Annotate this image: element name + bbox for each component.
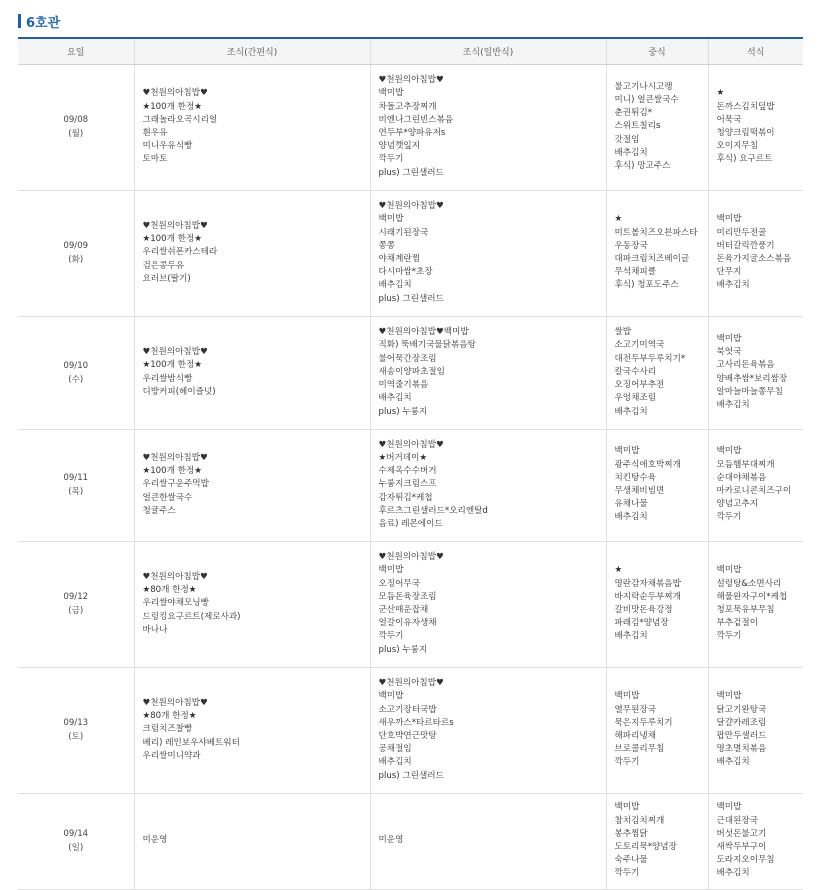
- menu-item: 요러브(딸기): [142, 273, 191, 284]
- menu-item: 대전두부두루치기*: [614, 353, 686, 364]
- menu-item: ♥천원의아침밥♥: [378, 552, 444, 563]
- date-cell: [18, 190, 134, 316]
- section-title: [18, 12, 60, 30]
- menu-item: 우리쌀구운주먹밥: [142, 479, 209, 490]
- menu-item: plus) 누룽지: [378, 644, 428, 655]
- menu-item: ★: [614, 565, 623, 576]
- dinner-cell: [708, 793, 803, 889]
- menu-item: ♥천원의아침밥♥: [378, 439, 444, 450]
- table-header-row: [18, 38, 803, 64]
- menu-item: 배추김치: [716, 399, 750, 410]
- menu-item: 새싹두부구이: [716, 842, 767, 852]
- menu-item: 어묵국: [716, 114, 742, 125]
- menu-item: 봉추찜닭: [614, 828, 648, 839]
- menu-item: 우리쌀야채모닝빵: [142, 598, 209, 609]
- table-row: [18, 190, 803, 316]
- lunch-cell: [606, 667, 708, 793]
- regular-cell: [370, 190, 606, 316]
- regular-cell: [370, 64, 606, 190]
- menu-item: ♥천원의아침밥♥: [142, 452, 208, 463]
- menu-item: 치킨탕수육: [614, 472, 657, 483]
- lunch-cell: [606, 190, 708, 316]
- menu-item: 참치김치찌개: [614, 815, 665, 826]
- dinner-cell: [708, 429, 803, 541]
- menu-item: 배추김치: [614, 512, 648, 523]
- menu-item: 닭고기완탕국: [716, 704, 767, 715]
- menu-item: 깍두기: [716, 631, 742, 642]
- lunch-cell: [606, 793, 708, 889]
- menu-item: 대파크림치즈베이글: [614, 254, 690, 264]
- menu-item: 브로콜리무침: [614, 744, 665, 755]
- menu-item: 도토리묵*양념장: [614, 842, 677, 852]
- dinner-cell: [708, 316, 803, 429]
- menu-item: plus) 누룽지: [378, 406, 428, 417]
- menu-item: 크림치즈찰빵: [142, 724, 193, 735]
- menu-item: 부추겉절이: [716, 618, 759, 629]
- menu-item: 청양크림떡볶이: [716, 128, 775, 138]
- date-text: 09/09: [63, 241, 89, 251]
- page-title: 6호관: [26, 15, 61, 31]
- menu-item: ★100개 한정★: [142, 466, 202, 477]
- date-text: 09/11: [63, 473, 89, 483]
- menu-item: 미트볼치즈오븐파스타: [614, 227, 698, 238]
- menu-item: 스위트칠리s: [614, 121, 661, 132]
- dinner-cell: [708, 667, 803, 793]
- menu-item: plus) 그린샐러드: [378, 770, 444, 781]
- menu-item: ♥천원의아침밥♥: [378, 678, 444, 689]
- menu-item: 백미밥: [378, 214, 404, 225]
- menu-item: 유채나물: [614, 499, 648, 510]
- menu-item: 배추김치: [378, 280, 412, 291]
- menu-item: 배추김치: [614, 631, 648, 642]
- menu-item: 깍두기: [614, 868, 640, 879]
- menu-item: 해파리냉채: [614, 731, 657, 741]
- menu-item: 깍두기: [378, 154, 404, 165]
- menu-item: ★100개 한정★: [142, 360, 202, 371]
- menu-item: 미운영: [378, 835, 404, 846]
- menu-item: 파래김*양념장: [614, 618, 669, 629]
- menu-item: ★80개 한정★: [142, 711, 197, 722]
- menu-item: 미니우유식빵: [142, 141, 193, 152]
- menu-item: ♥천원의아침밥♥: [378, 201, 444, 212]
- menu-item: 비엔나그린빈스볶음: [378, 114, 454, 125]
- menu-item: 백미밥: [716, 333, 742, 344]
- dinner-cell: [708, 541, 803, 667]
- menu-item: 북엇국: [716, 347, 742, 358]
- menu-item: 순대야채볶음: [716, 472, 767, 483]
- regular-cell: [370, 429, 606, 541]
- menu-item: 얼갈이유자생채: [378, 618, 437, 629]
- weekday-text: (월): [68, 129, 84, 139]
- menu-item: 후식) 망고주스: [614, 161, 671, 171]
- menu-item: 미운영: [142, 835, 168, 846]
- menu-item: 도라지오이무침: [716, 855, 775, 866]
- menu-item: 감자튀김*케첩: [378, 492, 433, 503]
- menu-item: 바나나: [142, 624, 168, 635]
- header-breakfast-simple: 조식(간편식): [134, 38, 370, 64]
- menu-item: 백미밥: [716, 691, 742, 702]
- date-text: 09/08: [63, 115, 89, 125]
- menu-item: 갓절임: [614, 134, 640, 145]
- menu-item: 우리쌀미니약과: [142, 750, 201, 761]
- menu-item: ♥천원의아침밥♥: [142, 220, 208, 231]
- menu-item: 새송이양파초절임: [378, 366, 445, 377]
- menu-item: ★100개 한정★: [142, 234, 202, 245]
- menu-item: ♥천원의아침밥♥: [142, 571, 208, 582]
- menu-item: ♥천원의아침밥♥: [142, 697, 208, 708]
- menu-item: 배추김치: [378, 393, 412, 404]
- date-cell: [18, 316, 134, 429]
- menu-item: 백미밥: [378, 88, 404, 99]
- simple-cell: [134, 429, 370, 541]
- weekday-text: (목): [68, 487, 84, 497]
- menu-item: 누룽지크림스프: [378, 479, 437, 490]
- menu-item: 후르츠그린샐러드*오리엔탈d: [378, 505, 488, 516]
- menu-table: [18, 37, 803, 890]
- lunch-cell: [606, 429, 708, 541]
- menu-item: 모듬돈육장조림: [378, 591, 437, 602]
- menu-item: 후식) 청포도주스: [614, 280, 679, 291]
- menu-item: 명란감자채볶음밥: [614, 578, 681, 589]
- date-text: 09/13: [63, 718, 89, 728]
- menu-item: 소고기미역국: [614, 340, 665, 351]
- menu-item: 돈육가지굴소스볶음: [716, 254, 792, 264]
- date-text: 09/12: [63, 592, 89, 602]
- weekday-text: (금): [68, 606, 84, 616]
- menu-item: 얼큰한쌀국수: [142, 492, 193, 503]
- dinner-cell: [708, 190, 803, 316]
- menu-item: ♥천원의아침밥♥백미밥: [378, 327, 469, 338]
- menu-item: 청포묵유부무침: [716, 605, 775, 615]
- dinner-cell: [708, 64, 803, 190]
- menu-item: 근대된장국: [716, 815, 759, 826]
- menu-item: 설렁탕&소면사리: [716, 578, 782, 589]
- menu-item: ♥천원의아침밥♥: [378, 75, 444, 86]
- menu-item: 버섯돈불고기: [716, 828, 767, 839]
- menu-item: 버터갈릭깐풍기: [716, 240, 775, 251]
- menu-item: 갈비맛돈육강정: [614, 605, 673, 615]
- menu-item: 양념고추지: [716, 499, 759, 510]
- simple-cell: [134, 190, 370, 316]
- menu-item: 직화) 뚝배기국물닭볶음탕: [378, 340, 476, 351]
- simple-cell: [134, 793, 370, 889]
- menu-item: 백미밥: [716, 446, 742, 457]
- menu-item: 마카로니콘치즈구이: [716, 486, 792, 496]
- header-breakfast-regular: 조식(일반식): [370, 38, 606, 64]
- menu-item: 바지락순두부찌개: [614, 591, 681, 602]
- menu-item: 쌀밥: [614, 327, 632, 338]
- menu-item: 시래기된장국: [378, 227, 429, 238]
- menu-item: 무생채비빔면: [614, 486, 665, 496]
- regular-cell: [370, 793, 606, 889]
- menu-item: ★: [614, 214, 623, 225]
- menu-item: 칼국수사리: [614, 366, 657, 377]
- menu-item: 음료) 레몬에이드: [378, 519, 443, 529]
- weekday-text: (일): [68, 843, 84, 853]
- table-row: [18, 64, 803, 190]
- menu-item: 검은콩두유: [142, 260, 185, 271]
- menu-item: plus) 그린샐러드: [378, 293, 444, 304]
- menu-item: 백미밥: [614, 802, 640, 813]
- menu-item: 배추김치: [614, 147, 648, 158]
- table-row: [18, 316, 803, 429]
- menu-item: 후식) 요구르트: [716, 154, 773, 165]
- date-cell: [18, 667, 134, 793]
- menu-item: 공채절임: [378, 744, 412, 755]
- menu-item: 달걀카레조림: [716, 717, 767, 728]
- regular-cell: [370, 541, 606, 667]
- menu-item: 오징어무국: [378, 578, 421, 589]
- menu-item: ★버거데이★: [378, 452, 428, 463]
- menu-item: 미니) 얼큰쌀국수: [614, 94, 679, 105]
- menu-item: 무석채피클: [614, 267, 657, 278]
- menu-item: 열무된장국: [614, 704, 657, 715]
- menu-item: 깍두기: [614, 757, 640, 768]
- menu-item: 배추김치: [716, 280, 750, 291]
- table-row: [18, 429, 803, 541]
- lunch-cell: [606, 541, 708, 667]
- menu-item: 춘권튀김*: [614, 108, 653, 119]
- header-dinner: 석식: [708, 38, 803, 64]
- date-cell: [18, 793, 134, 889]
- menu-item: 백미밥: [378, 691, 404, 702]
- menu-item: 명초멸치볶음: [716, 744, 767, 755]
- menu-item: 오이지무침: [716, 141, 759, 152]
- menu-item: 새우까스*타르타르s: [378, 717, 454, 728]
- menu-item: ★: [716, 88, 725, 99]
- menu-item: 미리만두전골: [716, 227, 767, 238]
- menu-item: ♥천원의아침밥♥: [142, 88, 208, 99]
- menu-item: 단호박연근맛탕: [378, 731, 437, 741]
- menu-item: 소고기장터국밥: [378, 704, 437, 715]
- date-cell: [18, 541, 134, 667]
- menu-item: 알마늘마늘쫑무침: [716, 386, 783, 397]
- header-lunch: 중식: [606, 38, 708, 64]
- menu-item: 양배추쌈*보리쌈장: [716, 373, 788, 384]
- menu-item: 디방커피(헤이즐넛): [142, 386, 216, 397]
- menu-item: 숙주나물: [614, 855, 648, 866]
- lunch-cell: [606, 316, 708, 429]
- menu-item: 단무지: [716, 267, 742, 278]
- menu-item: 고사리돈육볶음: [716, 360, 775, 371]
- menu-item: 깍두기: [378, 631, 404, 642]
- menu-item: 불어묵간장조림: [378, 353, 437, 364]
- weekday-text: (수): [68, 374, 84, 385]
- menu-item: ♥천원의아침밥♥: [142, 347, 208, 358]
- header-day: 요일: [18, 38, 134, 64]
- menu-item: 드링킹요구르트(제로사과): [142, 611, 241, 622]
- menu-item: 청귤주스: [142, 505, 176, 516]
- menu-item: 백미밥: [378, 565, 404, 576]
- menu-item: 야채계란찜: [378, 254, 421, 264]
- menu-item: 백미밥: [716, 565, 742, 576]
- date-cell: [18, 429, 134, 541]
- title-accent-bar: [18, 14, 21, 28]
- menu-item: plus) 그린샐러드: [378, 167, 444, 178]
- menu-item: 불고기나시고랭: [614, 81, 673, 92]
- menu-item: 흰우유: [142, 128, 168, 138]
- menu-item: 연두부*양파유저s: [378, 128, 446, 138]
- date-cell: [18, 64, 134, 190]
- menu-item: 미역줄기볶음: [378, 380, 429, 391]
- menu-item: 배추김치: [614, 406, 648, 417]
- menu-item: 베리) 레인보우샤베트워터: [142, 737, 240, 748]
- menu-item: 배추김치: [716, 757, 750, 768]
- menu-item: 우리쌀밤식빵: [142, 373, 193, 384]
- menu-item: ★100개 한정★: [142, 101, 202, 112]
- menu-item: 팝만두샐러드: [716, 731, 767, 741]
- menu-item: 우리쌀쉬폰카스테라: [142, 247, 218, 258]
- menu-item: 백미밥: [716, 802, 742, 813]
- menu-item: 백미밥: [716, 214, 742, 225]
- menu-item: 수제옥수수버거: [378, 466, 437, 477]
- weekday-text: (화): [68, 255, 84, 265]
- table-row: [18, 793, 803, 889]
- menu-item: 차돌고추장찌개: [378, 101, 437, 112]
- menu-item: 깍두기: [716, 512, 742, 523]
- menu-item: 다시마쌈*초장: [378, 267, 433, 278]
- menu-item: 백미밥: [614, 691, 640, 702]
- menu-item: 해물완자구이*케첩: [716, 591, 788, 602]
- table-row: [18, 541, 803, 667]
- table-row: [18, 667, 803, 793]
- menu-item: 묵은지두루치기: [614, 717, 673, 728]
- menu-item: 오징어부추전: [614, 380, 665, 391]
- simple-cell: [134, 667, 370, 793]
- menu-item: 양념깻잎지: [378, 141, 421, 152]
- menu-item: ★80개 한정★: [142, 585, 197, 596]
- weekday-text: (토): [68, 732, 84, 742]
- menu-item: 배추김치: [378, 757, 412, 768]
- date-text: 09/10: [63, 360, 89, 371]
- menu-item: 돈까스김치덮밥: [716, 101, 775, 112]
- menu-item: 쫑쫑: [378, 240, 396, 251]
- lunch-cell: [606, 64, 708, 190]
- menu-item: 배추김치: [716, 868, 750, 879]
- menu-item: 우동장국: [614, 240, 648, 251]
- menu-item: 그래놀라오곡시리얼: [142, 114, 218, 125]
- date-text: 09/14: [63, 829, 89, 839]
- simple-cell: [134, 316, 370, 429]
- menu-item: 우엉채조림: [614, 393, 657, 404]
- simple-cell: [134, 541, 370, 667]
- regular-cell: [370, 667, 606, 793]
- regular-cell: [370, 316, 606, 429]
- menu-item: 광주식애호박찌개: [614, 459, 681, 470]
- menu-item: 토마토: [142, 154, 168, 165]
- simple-cell: [134, 64, 370, 190]
- menu-item: 백미밥: [614, 446, 640, 457]
- menu-item: 모듬햄부대찌개: [716, 459, 775, 470]
- menu-item: 군산매운잡채: [378, 605, 429, 615]
